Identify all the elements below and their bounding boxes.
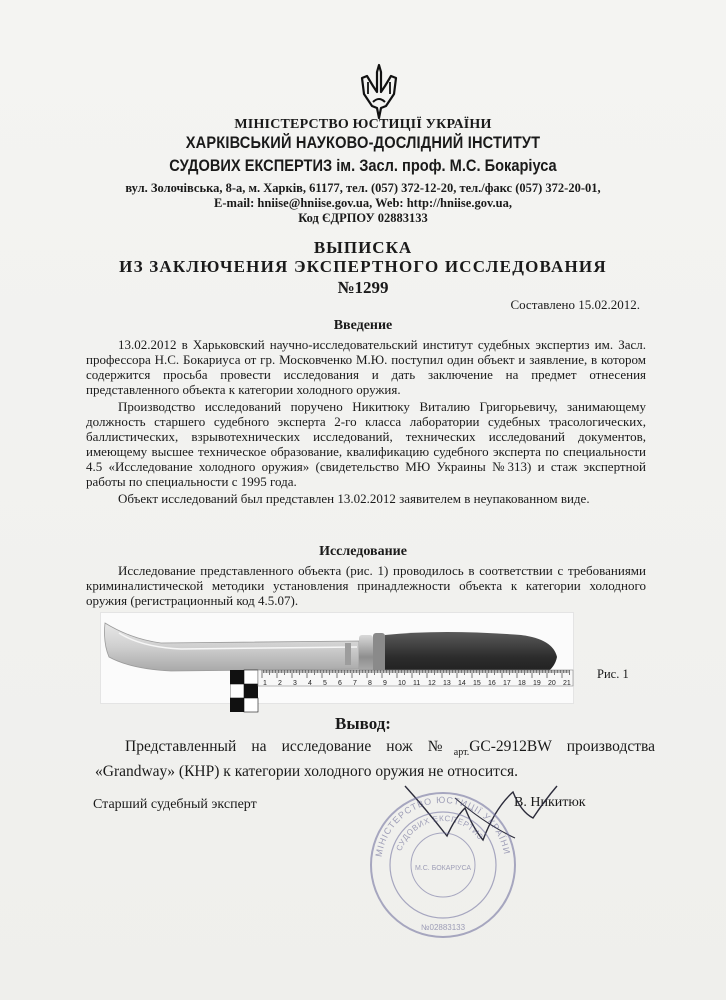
ruler-number: 11 xyxy=(413,680,421,687)
ruler-number: 20 xyxy=(548,680,556,687)
doc-title-line2: ИЗ ЗАКЛЮЧЕНИЯ ЭКСПЕРТНОГО ИССЛЕДОВАНИЯ xyxy=(119,257,607,276)
ruler-number: 4 xyxy=(308,680,312,687)
intro-paragraph-1: 13.02.2012 в Харьковский научно-исследовательский институт судебных экспертиз им. Засл. профессора Н.С. Бокариуса от гр. Московченко М.Ю. поступил один объект и заявление, в котором содержится просьба провести исследования и дать заключение на предмет отнесения представленного объекта к категории холодного оружия. xyxy=(86,337,646,397)
ruler-number: 12 xyxy=(428,680,436,687)
intro-paragraph-2: Производство исследований поручено Никитюку Виталию Григорьевичу, занимающему должность старшего судебного эксперта 2-го класса лаборатории судебных трасологических, баллистических, взрывотехнических исследований, технических исследований документов, имеющему высшее техническое образование, квалификацию судебного эксперта по специальности 4.5 «Исследование холодного оружия» (свидетельство МЮ Украины №313) и стаж экспертной работы по специальности с 1995 года. xyxy=(86,399,646,489)
ruler-number: 10 xyxy=(398,680,406,687)
ruler-number: 8 xyxy=(368,680,372,687)
ruler-number: 14 xyxy=(458,680,466,687)
figure-caption: Рис. 1 xyxy=(597,667,629,681)
intro-heading: Введение xyxy=(333,318,393,333)
measurement-ruler xyxy=(230,666,575,714)
research-heading: Исследование xyxy=(319,544,407,559)
ruler-number: 2 xyxy=(278,680,282,687)
research-section xyxy=(86,563,646,610)
stamp-outer-text: МІНІСТЕРСТВО ЮСТИЦІЇ УКРАЇНИ xyxy=(373,794,513,858)
ruler-number: 3 xyxy=(293,680,297,687)
ruler-number: 15 xyxy=(473,680,481,687)
conclusion-heading: Вывод: xyxy=(335,714,391,733)
svg-text:МІНІСТЕРСТВО ЮСТИЦІЇ УКРАЇНИ xyxy=(373,795,512,858)
doc-number: №1299 xyxy=(337,278,389,297)
signer-position: Старший судебный эксперт xyxy=(93,797,257,812)
stamp-inner-text: СУДОВИХ ЕКСПЕРТИЗ xyxy=(394,813,486,853)
conclusion-text-end: GC-2912BW производства «Grandway» (КНР) к категории холодного оружия не относится. xyxy=(95,738,655,781)
ruler-number: 6 xyxy=(338,680,342,687)
institute-name-line2: СУДОВИХ ЕКСПЕРТИЗ ім. Засл. проф. М.С. Бокаріуса xyxy=(169,156,557,175)
stamp-code: №02883133 xyxy=(420,923,466,932)
article-subscript: арт. xyxy=(453,747,470,759)
ruler-number: 17 xyxy=(503,680,511,687)
official-stamp xyxy=(368,790,518,940)
ruler-number: 13 xyxy=(443,680,451,687)
address-line2: E-mail: hniise@hniise.gov.ua, Web: http://hniise.gov.ua, xyxy=(214,196,512,210)
signer-name: В. Никитюк xyxy=(514,795,586,810)
conclusion-text xyxy=(95,737,655,781)
research-paragraph: Исследование представленного объекта (рис. 1) проводилось в соответствии с требованиями криминалистической методики установления принадлежности объекта к категории холодного оружия (регистрационный код 4.5.07). xyxy=(86,563,646,608)
intro-section xyxy=(86,337,646,508)
intro-paragraph-3: Объект исследований был представлен 13.02.2012 заявителем в неупакованном виде. xyxy=(118,491,590,506)
ruler-number: 21 xyxy=(563,680,571,687)
address-line1: вул. Золочівська, 8-а, м. Харків, 61177, тел. (057) 372-12-20, тел./факс (057) 372-20-01, xyxy=(125,181,601,195)
institute-name-line1: ХАРКІВСЬКИЙ НАУКОВО-ДОСЛІДНИЙ ІНСТИТУТ xyxy=(185,133,541,152)
stamp-name-text: М.С. БОКАРІУСА xyxy=(414,865,472,872)
ruler-number: 1 xyxy=(263,680,267,687)
ruler-number: 16 xyxy=(488,680,496,687)
doc-title-line1: ВЫПИСКА xyxy=(313,238,413,257)
ruler-number: 7 xyxy=(353,680,357,687)
coat-of-arms-icon xyxy=(356,62,402,122)
compiled-date: Составлено 15.02.2012. xyxy=(510,297,640,312)
ruler-number: 18 xyxy=(518,680,526,687)
ministry-name: МІНІСТЕРСТВО ЮСТИЦІЇ УКРАЇНИ xyxy=(234,117,492,132)
ruler-number: 5 xyxy=(323,680,327,687)
ruler-number: 9 xyxy=(383,680,387,687)
conclusion-text-start: Представленный на исследование нож № xyxy=(125,738,454,755)
ruler-number: 19 xyxy=(533,680,541,687)
edrpou-code: Код ЄДРПОУ 02883133 xyxy=(298,211,428,225)
